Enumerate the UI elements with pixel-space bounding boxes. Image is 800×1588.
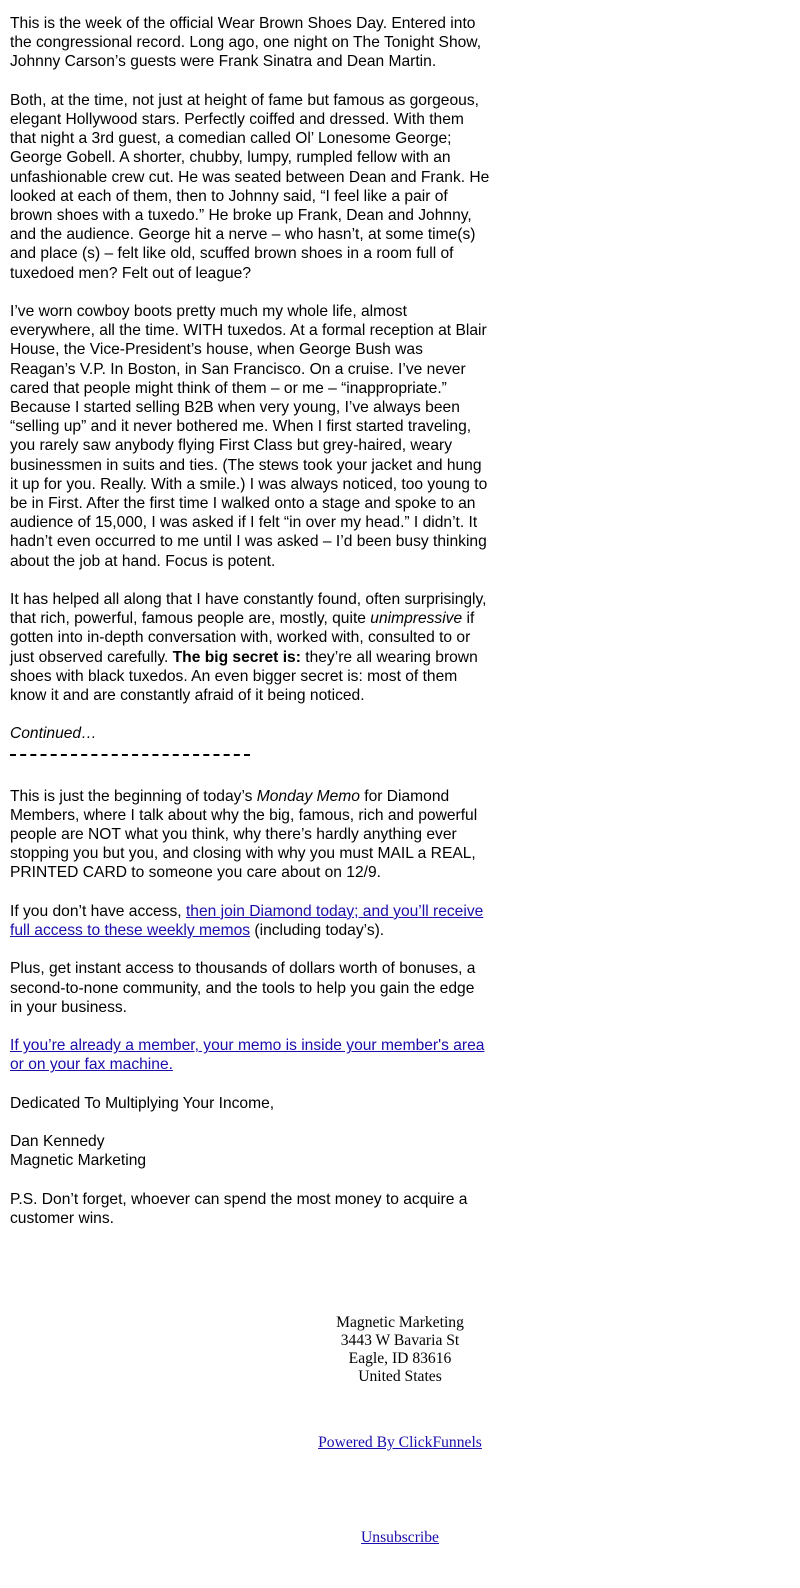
memo-text-b: for Diamond Members, where I talk about why the big, famous, rich and powerful people are NOT what you think, why there’s hardly anything ever stopping you but you, and closing with why you must MAIL a REAL, PRINTED CARD to someone you care about on 12/9. <box>10 787 478 882</box>
signoff-line: Dedicated To Multiplying Your Income, <box>10 1094 275 1112</box>
paragraph-member-link <box>10 1036 490 1074</box>
postscript: P.S. Don’t forget, whoever can spend the most money to acquire a customer wins. <box>10 1190 468 1228</box>
paragraph-monday-memo <box>10 787 490 883</box>
paragraph-big-secret <box>10 590 490 705</box>
signature <box>10 1132 490 1170</box>
monday-memo-title: Monday Memo <box>256 787 360 805</box>
signature-name: Dan Kennedy <box>10 1133 105 1151</box>
paragraph-cowboy-boots: I’ve worn cowboy boots pretty much my whole life, almost everywhere, all the time. WITH tuxedos. At a formal reception at Blair House, the Vice-President’s house, when George Bush was Reagan’s V.P. In Boston, in San Francisco. On a cruise. I’ve never cared that people might think of them – or me – “inappropriate.” Because I started selling B2B when very young, I’ve always been “selling up” and it never bothered me. When I first started traveling, you rarely saw anybody flying First Class but grey-haired, weary businessmen in suits and ties. (The stews took your jacket and hung it up for you. Really. With a smile.) I was always noticed, too young to be in First. After the first time I walked onto a stage and spoke to an audience of 15,000, I was asked if I felt “in over my head.” I didn’t. It hadn’t even occurred to me until I was asked – I’d been busy thinking about the job at hand. Focus is potent. <box>10 303 488 570</box>
memo-text-a: This is just the beginning of today’s <box>10 787 257 805</box>
footer-address <box>0 1314 800 1386</box>
member-area-link[interactable]: If you’re already a member, your memo is inside your member's area or on your fax machine. <box>10 1037 485 1074</box>
paragraph-access <box>10 902 490 940</box>
footer-country: United States <box>358 1368 442 1385</box>
join-diamond-link[interactable]: then join Diamond today; and you’ll receive full access to these weekly memos <box>10 902 484 940</box>
footer-street: 3443 W Bavaria St <box>340 1332 460 1349</box>
big-secret-label: The big secret is: <box>172 648 301 666</box>
email-body <box>10 14 490 1247</box>
signature-company: Magnetic Marketing <box>10 1152 147 1170</box>
unsubscribe-row <box>0 1529 800 1547</box>
unimpressive-emphasis: unimpressive <box>370 610 463 628</box>
paragraph-intro: This is the week of the official Wear Brown Shoes Day. Entered into the congressional record. Long ago, one night on The Tonight Show, Johnny Carson’s guests were Frank Sinatra and Dean Martin. <box>10 15 482 71</box>
footer-city: Eagle, ID 83616 <box>348 1350 452 1367</box>
access-text-a: If you don’t have access, <box>10 902 186 920</box>
footer-company: Magnetic Marketing <box>336 1314 464 1331</box>
big-secret-text-b: if gotten into in-depth conversation with, worked with, consulted to or just observed carefully. <box>10 610 475 666</box>
continued-text: Continued… <box>10 725 97 743</box>
paragraph-carson-story: Both, at the time, not just at height of fame but famous as gorgeous, elegant Hollywood stars. Perfectly coiffed and dressed. With them that night a 3rd guest, a comedian called Ol’ Lonesome George; George Gobell. A shorter, chubby, lumpy, rumpled fellow with an unfashionable crew cut. He was seated between Dean and Frank. He looked at each of them, then to Johnny said, “I feel like a pair of brown shoes with a tuxedo.” He broke up Frank, Dean and Johnny, and the audience. George hit a nerve – who hasn’t, at some time(s) and place (s) – felt like old, scuffed brown shoes in a room full of tuxedoed men? Felt out of league? <box>10 91 490 282</box>
powered-by <box>0 1434 800 1452</box>
big-secret-text-a: It has helped all along that I have constantly found, often surprisingly, that rich, powerful, famous people are, mostly, quite <box>10 591 487 628</box>
access-text-b: (including today’s). <box>250 922 385 940</box>
big-secret-text-c: they’re all wearing brown shoes with black tuxedos. An even bigger secret is: most of them know it and are constantly afraid of it being noticed. <box>10 648 478 705</box>
continued-label <box>10 724 490 743</box>
dashed-divider <box>10 754 250 756</box>
unsubscribe-link[interactable]: Unsubscribe <box>361 1529 439 1546</box>
powered-by-clickfunnels-link[interactable]: Powered By ClickFunnels <box>318 1434 482 1451</box>
paragraph-bonuses: Plus, get instant access to thousands of dollars worth of bonuses, a second-to-none community, and the tools to help you gain the edge in your business. <box>10 960 476 1016</box>
